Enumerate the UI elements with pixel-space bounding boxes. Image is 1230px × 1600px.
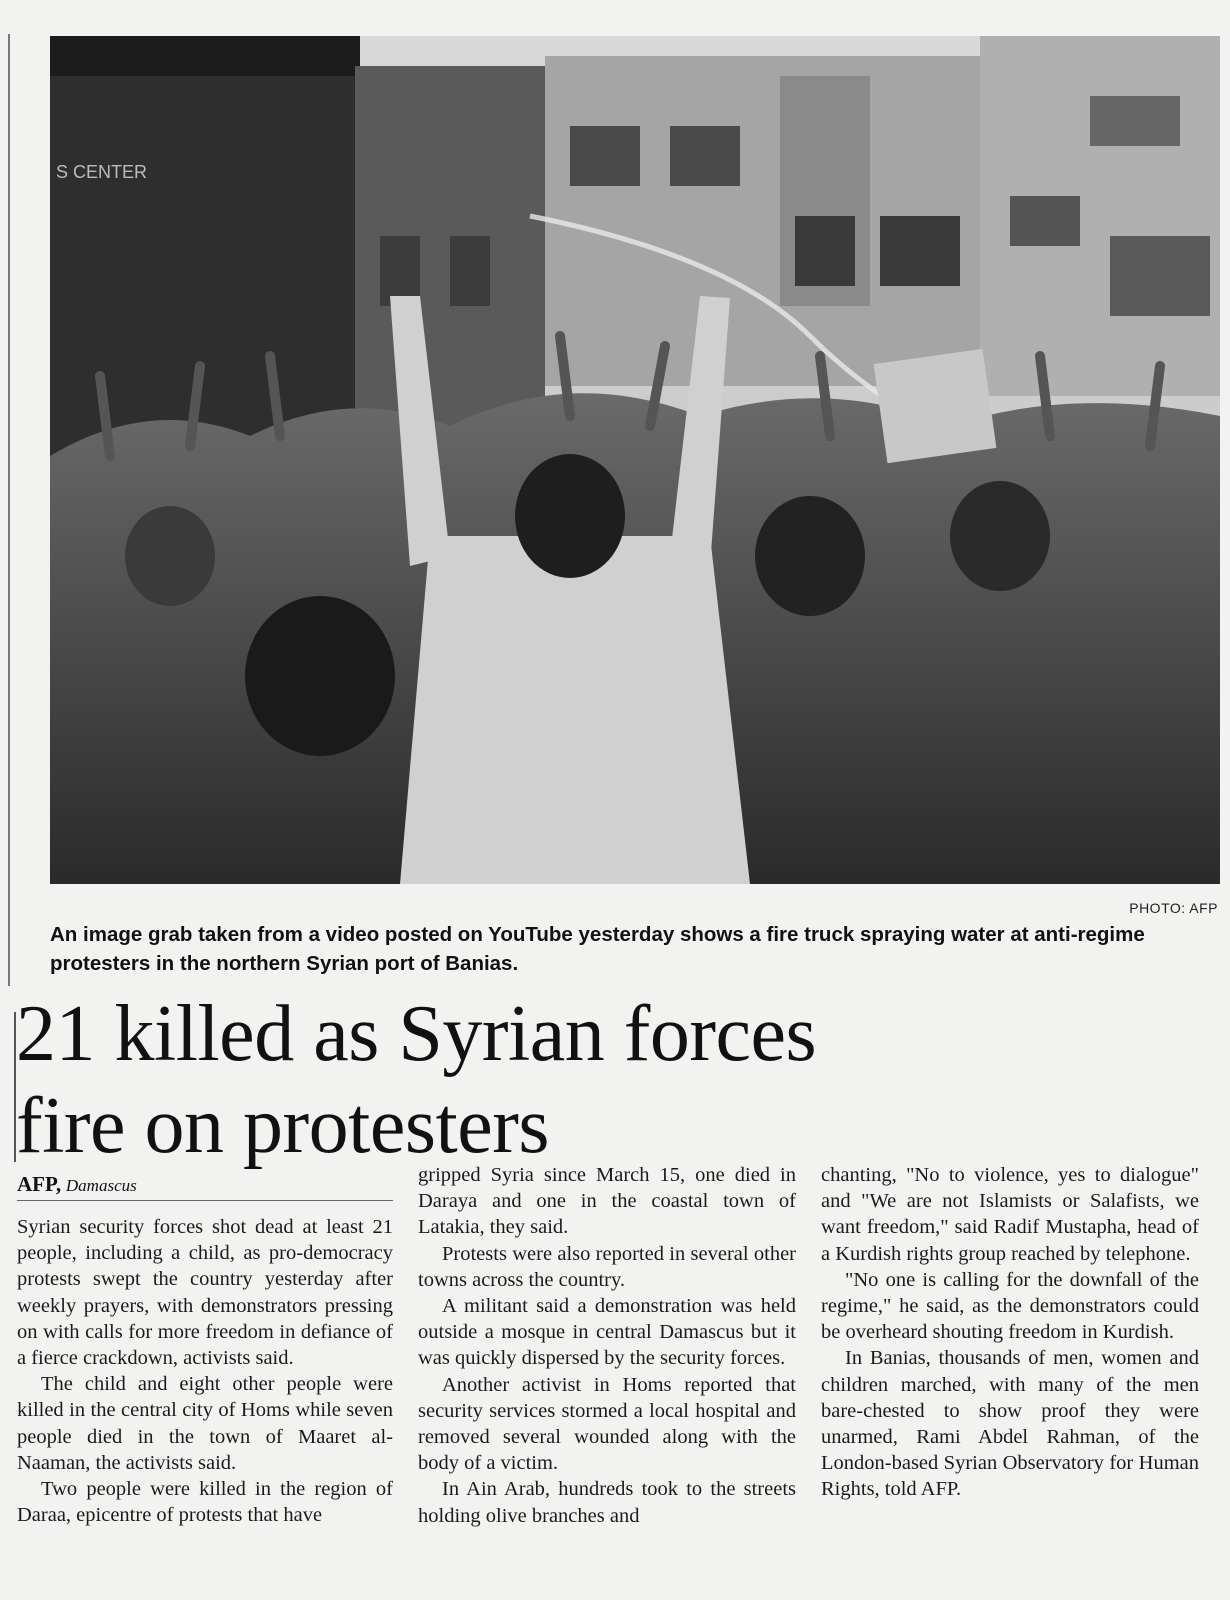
headline-line-2: fire on protesters xyxy=(16,1082,550,1170)
protest-photo-illustration xyxy=(50,36,1220,884)
column-rule xyxy=(8,34,10,986)
article-paragraph: "No one is calling for the downfall of the regime," he said, as the demonstrators could be overheard shouting freedom in Kurdish. xyxy=(821,1268,1199,1344)
sign-text: S CENTER xyxy=(56,162,148,182)
dateline-rule xyxy=(17,1200,393,1201)
article-column-1 xyxy=(17,1214,393,1594)
photo-caption: An image grab taken from a video posted on YouTube yesterday shows a fire truck spraying water at anti-regime protesters in the northern Syrian port of Banias. xyxy=(50,923,1145,975)
article-paragraph: Another activist in Homs reported that security services stormed a local hospital and removed several wounded along with the body of a victim. xyxy=(418,1373,796,1475)
article-paragraph: Two people were killed in the region of Daraa, epicentre of protests that have xyxy=(17,1478,393,1527)
article-paragraph: A militant said a demonstration was held outside a mosque in central Damascus but it was quickly dispersed by the security forces. xyxy=(418,1295,796,1370)
dateline-agency: AFP, xyxy=(17,1172,62,1196)
headline xyxy=(16,988,1196,1172)
headline-line-1: 21 killed as Syrian forces xyxy=(16,990,817,1078)
dateline xyxy=(17,1172,137,1197)
article-paragraph: Protests were also reported in several other towns across the country. xyxy=(418,1242,796,1291)
photo-credit: PHOTO: AFP xyxy=(1129,900,1218,916)
article-paragraph: chanting, "No to violence, yes to dialogue" and "We are not Islamists or Salafists, we want freedom," said Radif Mustapha, head of a Kurdish rights group reached by telephone. xyxy=(821,1164,1199,1265)
article-paragraph: The child and eight other people were killed in the central city of Homs while seven people died in the town of Maaret al-Naaman, the activists said. xyxy=(17,1373,393,1474)
news-photo xyxy=(50,36,1220,884)
article-paragraph: Syrian security forces shot dead at least 21 people, including a child, as pro-democracy protests swept the country yesterday after weekly prayers, with demonstrators pressing on with calls for more freedom in defiance of a fierce crackdown, activists said. xyxy=(17,1216,393,1370)
article-paragraph: In Ain Arab, hundreds took to the streets holding olive branches and xyxy=(418,1478,796,1527)
article-paragraph: gripped Syria since March 15, one died in Daraya and one in the coastal town of Latakia, they said. xyxy=(418,1164,796,1239)
dateline-place: Damascus xyxy=(65,1176,137,1195)
article-paragraph: In Banias, thousands of men, women and children marched, with many of the men bare-chested to show proof they were unarmed, Rami Abdel Rahman, of the London-based Syrian Observatory for Human Rights, told AFP. xyxy=(821,1347,1199,1501)
article-column-2 xyxy=(418,1162,796,1594)
article-column-3 xyxy=(821,1162,1199,1594)
